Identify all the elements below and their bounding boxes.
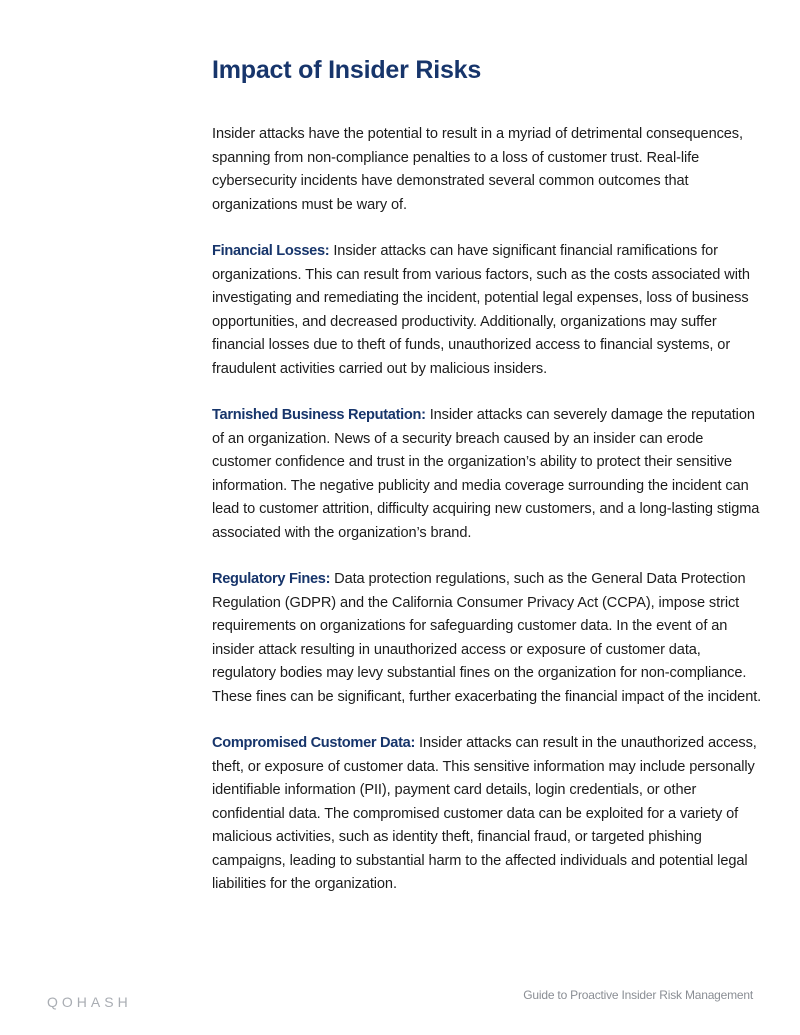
document-body bbox=[212, 123, 762, 920]
section-heading: Tarnished Business Reputation: bbox=[212, 407, 426, 423]
page-title: Impact of Insider Risks bbox=[212, 56, 482, 84]
brand-logo: QOHASH bbox=[47, 994, 132, 1010]
section-body: Insider attacks can severely damage the reputation of an organization. News of a security breach caused by an insider can erode customer confidence and trust in the organization’s ability to protect their sensitive information. The negative publicity and media coverage surrounding the incident can lead to customer attrition, difficulty acquiring new customers, and a long-lasting stigma associated with the organization’s brand. bbox=[212, 407, 760, 541]
section-body: Insider attacks can have significant financial ramifications for organizations. This can result from various factors, such as the costs associated with investigating and remediating the incident, potential legal expenses, loss of business opportunities, and decreased productivity. Additionally, organizations may suffer financial losses due to theft of funds, unauthorized access to financial systems, or fraudulent activities carried out by malicious insiders. bbox=[212, 243, 750, 377]
section-regulatory-fines bbox=[212, 568, 762, 709]
section-heading: Compromised Customer Data: bbox=[212, 735, 416, 751]
section-heading: Financial Losses: bbox=[212, 243, 330, 259]
section-body: Insider attacks can result in the unauthorized access, theft, or exposure of customer data. This sensitive information may include personally identifiable information (PII), payment card details, login credentials, or other confidential data. The compromised customer data can be exploited for a variety of malicious activities, such as identity theft, financial fraud, or targeted phishing campaigns, leading to substantial harm to the affected individuals and potential legal liabilities for the organization. bbox=[212, 735, 757, 892]
section-body: Data protection regulations, such as the General Data Protection Regulation (GDPR) and the California Consumer Privacy Act (CCPA), impose strict requirements on organizations for safeguarding customer data. In the event of an insider attack resulting in unauthorized access or exposure of customer data, regulatory bodies may levy substantial fines on the organization for non-compliance. These fines can be significant, further exacerbating the financial impact of the incident. bbox=[212, 571, 762, 705]
section-compromised-data bbox=[212, 732, 762, 897]
section-tarnished-reputation bbox=[212, 404, 762, 545]
intro-paragraph: Insider attacks have the potential to result in a myriad of detrimental consequences, spanning from non-compliance penalties to a loss of customer trust. Real-life cybersecurity incidents have demonstrated several common outcomes that organizations must be wary of. bbox=[212, 126, 743, 213]
footer-document-title: Guide to Proactive Insider Risk Management bbox=[523, 988, 753, 1002]
section-heading: Regulatory Fines: bbox=[212, 571, 331, 587]
section-financial-losses bbox=[212, 240, 762, 381]
